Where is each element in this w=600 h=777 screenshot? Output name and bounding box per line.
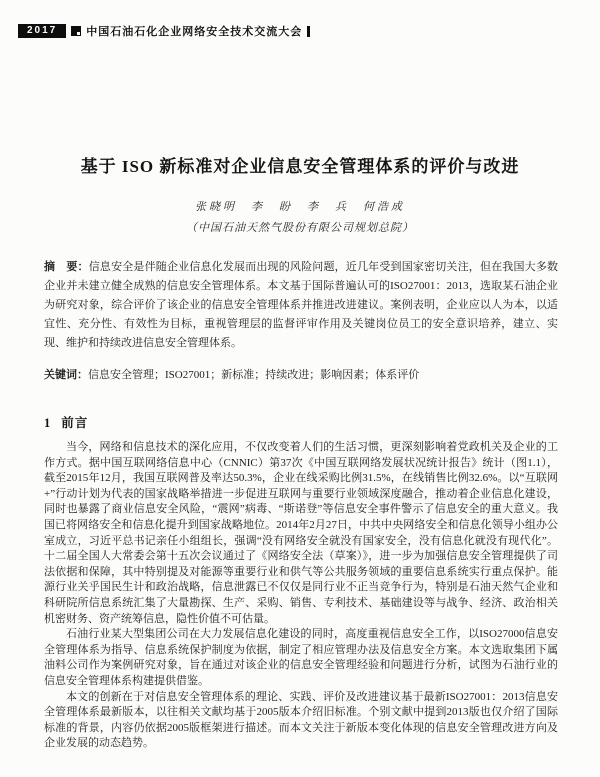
authors: 张晓明 李 盼 李 兵 何浩成 [195, 201, 405, 213]
abstract-text: 信息安全是伴随企业信息化发展而出现的风险问题，近几年受到国家密切关注，但在我国大多数企业并未建立健全成熟的信息安全管理体系。本文基于国际普遍认可的ISO27001：2013，选取某石油企业为研究对象，综合评价了该企业的信息安全管理体系并推进改进建议。案例表明，企业应以人为本，以适宜性、充分性、有效性为目标，重视管理层的监督评审作用及关键岗位员工的安全意识培养，建立、实现、维护和持续改进信息安全管理体系。 [44, 261, 559, 349]
affiliation: （中国石油天然气股份有限公司规划总院） [186, 222, 414, 234]
body-paragraph: 当今，网络和信息技术的深化应用，不仅改变着人们的生活习惯，更深刻影响着党政机关及企业的工作方式。据中国互联网络信息中心（CNNIC）第37次《中国互联网络发展状况统计报告》统计（图1.1），截至2015年12月，我国互联网普及率达50.3%，企业在线采购比例31.5%，在线销售比例32.6%。以“互联网+”行动计划为代表的国家战略举措进一步促进互联网与重要行业领域深度融合，推动着企业信息化建设，同时也暴露了商业信息安全风险，“震网”病毒、“斯诺登”等信息安全事件警示了信息安全的重大意义。我国已将网络安全和信息化提升到国家战略地位。2014年2月27日，中共中央网络安全和信息化领导小组办公室成立，习近平总书记亲任小组组长，强调“没有网络安全就没有国家安全，没有信息化就没有现代化”。十二届全国人大常委会第十五次会议通过了《网络安全法（草案）》，进一步为加强信息安全管理提供了司法依据和保障，其中特别提及对能源等重要行业和供气等公共服务领域的重要信息系统实行重点保护。能源行业关乎国民生计和政治战略，信息泄露已不仅仅是同行业不正当竞争行为，特别是石油天然气企业和科研院所信息系统汇集了大量勘探、生产、采购、销售、专利技术、基础建设等与战争、经济、政治相关机密财务、资产统筹信息，隐性价值不可估量。 [44, 441, 558, 625]
body-paragraph: 石油行业某大型集团公司在大力发展信息化建设的同时，高度重视信息安全工作，以ISO27000信息安全管理体系为指导、信息系统保护制度为依据，制定了相应管理办法及信息安全方案。本文选取集团下属油料公司作为案例研究对象，旨在通过对该企业的信息安全管理经验和问题进行分析，试图为石油行业的信息安全管理体系构建提供借鉴。 [44, 628, 558, 687]
abstract [44, 258, 558, 353]
body-text [44, 440, 558, 752]
paper-title: 基于 ISO 新标准对企业信息安全管理体系的评价与改进 [80, 157, 520, 176]
abstract-label: 摘 要： [44, 261, 89, 273]
section-number: 1 [44, 416, 52, 430]
conference-logo-icon [71, 26, 81, 36]
year-badge: 2017 [18, 24, 66, 38]
conference-title: 中国石油石化企业网络安全技术交流大会 [86, 26, 303, 38]
keywords-label: 关键词： [44, 369, 88, 381]
section-title: 前言 [61, 416, 89, 430]
header-endbar-icon [307, 26, 310, 37]
keywords [44, 366, 558, 384]
keywords-text: 信息安全管理；ISO27001；新标准；持续改进；影响因素；体系评价 [88, 369, 420, 381]
page-header [18, 23, 310, 39]
body-paragraph: 本文的创新在于对信息安全管理体系的理论、实践、评价及改进建议基于最新ISO27001：2013信息安全管理体系最新版本，以往相关文献均基于2005版本介绍旧标准。个别文献中提到2013版也仅介绍了国际标准的背景，内容仍依据2005版框架进行描述。而本文关注于新版本变化体现的信息安全管理改进方向及企业发展的动态趋势。 [44, 690, 558, 750]
section-heading [44, 413, 88, 431]
